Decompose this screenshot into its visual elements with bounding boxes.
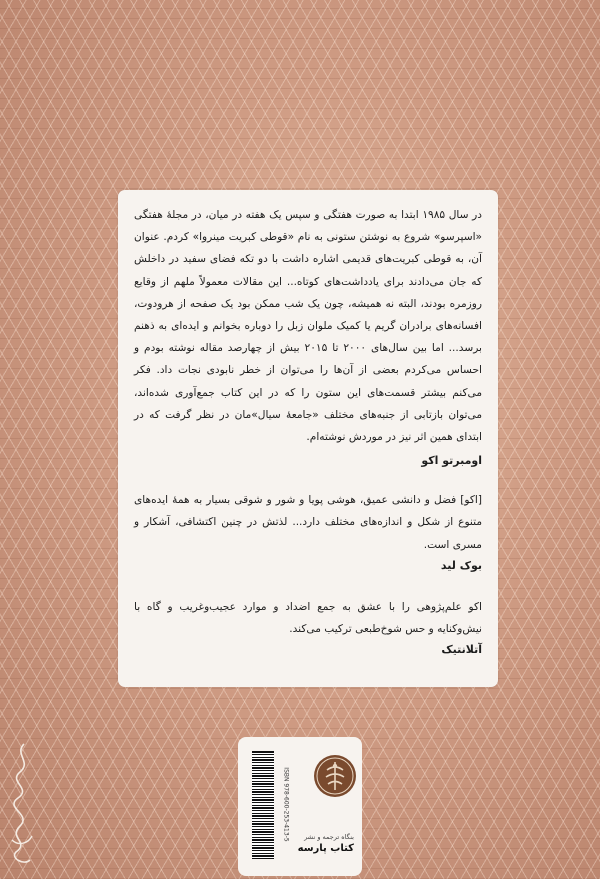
review-source-2: آتلانتیک: [441, 643, 482, 657]
author-signature: اومبرتو اکو: [421, 454, 482, 468]
review-quote-2: [134, 596, 482, 660]
review-text-1: [اکو] فضل و دانشی عمیق، هوشی پویا و شور و شوقی بسیار به همهٔ ایده‌های متنوع از شکل و اندازه‌های مختلف دارد... لذتش در چنین اکتشافی، آشکار و مسری است.: [134, 494, 482, 551]
handwritten-signature: [2, 740, 42, 872]
barcode-box: [238, 737, 362, 876]
publisher-seal-icon: [312, 753, 358, 799]
publisher-name: کتاب پارسه: [297, 843, 354, 854]
barcode: [252, 751, 274, 859]
review-quote-1: [134, 489, 482, 576]
blurb-panel: [118, 190, 498, 687]
publisher-subtitle: بنگاه ترجمه و نشر: [304, 833, 354, 841]
review-source-1: بوک لید: [440, 558, 482, 572]
author-note: در سال ۱۹۸۵ ابتدا به صورت هفتگی و سپس یک هفته در میان، در مجلهٔ هفتگی «اسپرسو» شروع به نوشتن ستونی به نام «قوطی کبریت مینروا» کردم. عنوان آن، به قوطی کبریت‌های قدیمی اشاره داشت با دو تکه فضای سفید در داخلش که جان می‌دادند برای یادداشت‌های کوتاه... این مقالات معمولاً ملهم از وقایع روزمره بودند، البته نه همیشه، چون یک شب ممکن بود یک صفحه از هرودوت، افسانه‌های برادران گریم یا کمیک ملوان زبل را دوباره بخوانم و ایده‌ای به ذهنم برسد... اما بین سال‌های ۲۰۰۰ تا ۲۰۱۵ بیش از چهارصد مقاله نوشته بودم و احساس می‌کردم بعضی از آن‌ها را می‌توان از خطر نابودی نجات داد. فکر می‌کنم بیشتر قسمت‌های این ستون را که در این کتاب جمع‌آوری شده‌اند، می‌توان بازتابی از جنبه‌های مختلف «جامعهٔ سیال»مان در نظر گرفت که در ابتدای همین اثر نیز در موردش نوشته‌ام.: [134, 209, 483, 444]
review-text-2: اکو علم‌پژوهی را با عشق به جمع اضداد و موارد عجیب‌وغریب و گاه با نیش‌وکنایه و حس شوخ‌طبعی ترکیب می‌کند.: [134, 600, 482, 636]
isbn-number: ISBN 978-600-253-413-5: [282, 767, 290, 842]
